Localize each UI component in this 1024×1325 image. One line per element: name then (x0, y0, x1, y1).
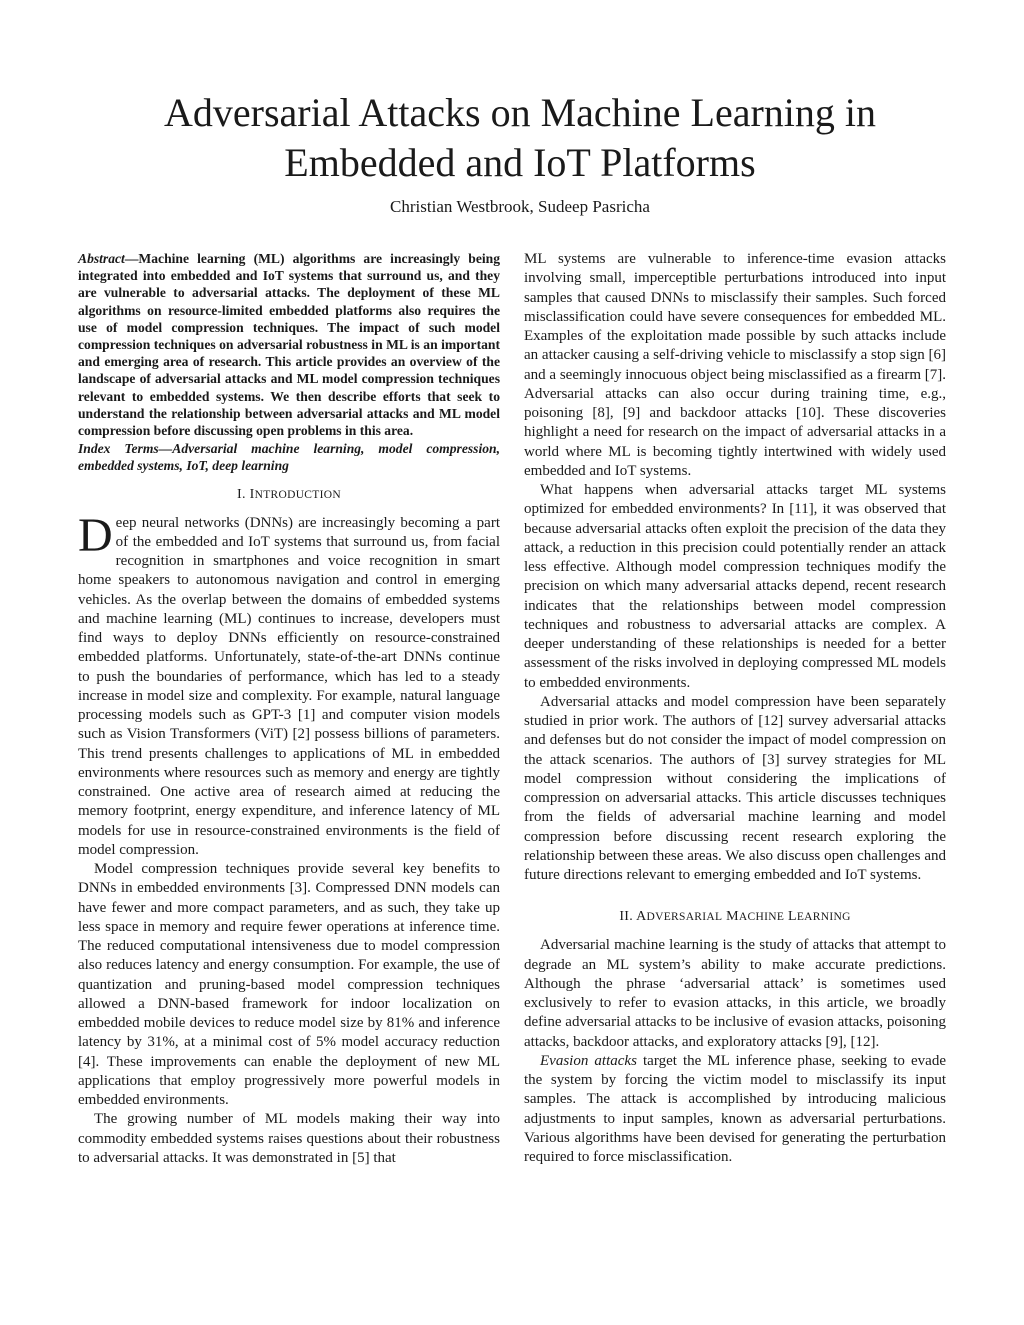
abstract-paragraph (78, 250, 500, 439)
abstract-label: Abstract (78, 251, 125, 266)
abstract-text: Machine learning (ML) algorithms are increasingly being integrated into embedded and IoT systems that surround us, and they are vulnerable to adversarial attacks. The deployment of these ML algorithms on resource-limited embedded platforms also requires the use of model compression techniques. The impact of such model compression techniques on adversarial robustness in ML is an important and emerging area of research. This article provides an overview of the landscape of adversarial attacks and ML model compression techniques relevant to embedded systems. We then describe efforts that seek to understand the relationship between adversarial attacks and ML model compression before discussing open problems in this area. (78, 251, 500, 439)
intro-paragraph-2: Model compression techniques provide several key benefits to DNNs in embedded environments [3]. Compressed DNN models can have fewer and more compact parameters, and as such, they take up less space in memory and require fewer operations at inference time. The reduced computational intensiveness due to model compression also reduces latency and energy consumption. For example, the use of quantization and pruning-based model compression techniques allowed a DNN-based framework for indoor localization on embedded mobile devices to reduce model size by 81% and inference latency by 31%, at a minimal cost of 5% model accuracy reduction [4]. These improvements can enable the deployment of new ML applications that employ progressively more powerful models in embedded environments. (78, 861, 500, 1109)
index-terms-text: Index Terms—Adversarial machine learning, model compression, embedded systems, IoT, deep learning (78, 441, 500, 474)
title-line-2: Embedded and IoT Platforms (284, 140, 756, 185)
title-line-1: Adversarial Attacks on Machine Learning in (164, 90, 876, 135)
section-heading-adversarial-ml (524, 907, 946, 927)
adversarial-ml-paragraph-1: Adversarial machine learning is the study of attacks that attempt to degrade an ML system’s ability to make accurate predictions. Although the phrase ‘adversarial attack’ is sometimes used exclusively to refer to evasion attacks, in this article, we broadly define adversarial attacks to be inclusive of evasion attacks, poisoning attacks, backdoor attacks, and exploratory attacks [9], [12]. (524, 937, 946, 1050)
adversarial-ml-paragraph-2-text: target the ML inference phase, seeking to evade the system by forcing the victim model to misclassify its input samples. The attack is accomplished by introducing malicious adjustments to input samples, known as adversarial perturbations. Various algorithms have been devised for generating the perturbation required to force misclassification. (524, 1052, 946, 1165)
right-paragraph-3: Adversarial attacks and model compression have been separately studied in prior work. The authors of [12] survey adversarial attacks and defenses but do not consider the impact of model compression on the attack scenarios. The authors of [3] survey strategies for ML model compression without considering the implications of compression on adversarial attacks. This article discusses techniques from the fields of adversarial machine learning and model compression before discussing recent research exploring the relationship between these areas. We also discuss open challenges and future directions relevant to emerging embedded and IoT systems. (524, 693, 946, 883)
index-terms (78, 440, 500, 474)
right-paragraph-1: ML systems are vulnerable to inference-time evasion attacks involving small, imperceptible perturbations introduced into input samples that caused DNNs to misclassify their samples. Such forced misclassification could have severe consequences for embedded ML. Examples of the exploitation made possible by such attacks include an attacker causing a self-driving vehicle to misclassify a stop sign [6] and a seemingly innocuous object being misclassified as a firearm [7]. Adversarial attacks can also occur during training time, e.g., poisoning [8], [9] and backdoor attacks [10]. These discoveries highlight a need for research on the impact of adversarial attacks in a world where ML is becoming tightly intertwined with widely used embedded and IoT systems. (524, 251, 946, 479)
author-list: Christian Westbrook, Sudeep Pasricha (390, 197, 650, 216)
intro-paragraph-1-text: eep neural networks (DNNs) are increasingly becoming a part of the embedded and IoT systems that surround us, from facial recognition in smartphones and voice recognition in smart home speakers to autonomous navigation and control in emerging vehicles. As the overlap between the domains of embedded systems and machine learning (ML) continues to increase, developers must find ways to deploy DNNs efficiently on resource-constrained embedded platforms. Unfortunately, state-of-the-art DNNs continue to push the boundaries of performance, which has led to a steady increase in model size and complexity. For example, natural language processing models such as GPT-3 [1] and computer vision models such as Vision Transformers (ViT) [2] possess billions of parameters. This trend presents challenges to applications of ML in embedded environments where resources such as memory and energy are tightly constrained. One active area of research aimed at reducing the memory footprint, energy expenditure, and inference latency of ML models for use in resource-constrained environments is the field of model compression. (78, 514, 500, 858)
section-number: II. (619, 909, 634, 925)
section-heading-introduction (78, 485, 500, 505)
left-column (78, 250, 500, 1168)
right-column (524, 250, 946, 1167)
abstract-dash: — (124, 251, 139, 266)
adversarial-ml-paragraph-2 (524, 1052, 946, 1168)
right-paragraph-2: What happens when adversarial attacks target ML systems optimized for embedded environments? In [11], it was observed that because adversarial attacks often exploit the precision of the data they attack, a reduction in this precision could potentially render an attack less effective. Although model compression techniques modify the precision on which many adversarial attacks depend, recent research indicates that the relationships between model compression techniques and robustness to adversarial attacks are complex. A deeper understanding of these relationships is needed for a better assessment of the risks involved in deploying compressed ML models to embedded environments. (524, 482, 946, 691)
abstract-block (78, 250, 500, 475)
paper-title (100, 88, 940, 188)
evasion-attacks-term: Evasion attacks (540, 1052, 637, 1069)
drop-cap: D (78, 508, 113, 562)
intro-paragraph-3: The growing number of ML models making their way into commodity embedded systems raises questions about their robustness to adversarial attacks. It was demonstrated in [5] that (78, 1111, 500, 1166)
intro-paragraph-1 (78, 508, 500, 861)
section-number: I. (237, 486, 246, 502)
section-title: INTRODUCTION (249, 486, 341, 502)
section-title: ADVERSARIAL MACHINE LEARNING (636, 909, 851, 925)
